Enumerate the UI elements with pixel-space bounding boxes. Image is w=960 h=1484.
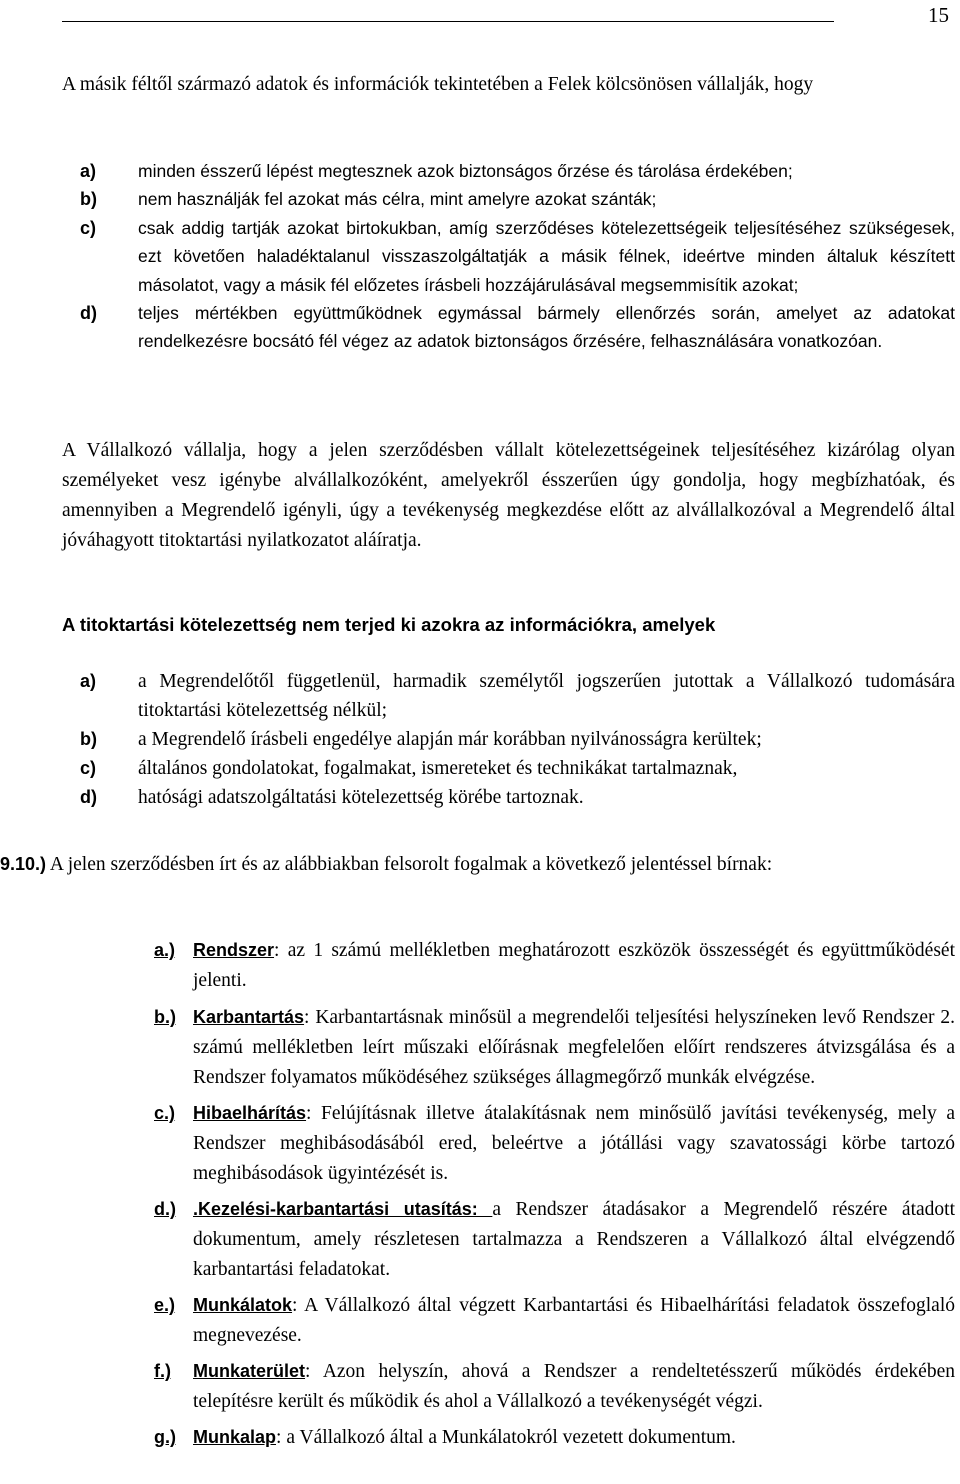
exceptions-heading: A titoktartási kötelezettség nem terjed ki azokra az információkra, amelyek xyxy=(62,614,716,635)
definition-item xyxy=(154,1098,955,1189)
list-item-text: a Megrendelőtől függetlenül, harmadik személytől jogszerűen jutottak a Vállalkozó tudomására titoktartási kötelezettség nélkül; xyxy=(138,671,955,721)
definition-term: Hibaelhárítás xyxy=(193,1103,307,1123)
definition-marker: c.) xyxy=(154,1103,176,1123)
list-marker: a) xyxy=(80,161,97,181)
section-text: A jelen szerződésben írt és az alábbiakban felsorolt fogalmak a következő jelentéssel bírnak: xyxy=(46,854,773,875)
list-item-text: általános gondolatokat, fogalmakat, ismereteket és technikákat tartalmaznak, xyxy=(138,758,738,779)
list-item xyxy=(62,214,955,299)
definitions-list xyxy=(154,935,955,1453)
definition-marker: d.) xyxy=(154,1199,176,1219)
list-item xyxy=(62,754,955,783)
list-item-text: teljes mértékben együttműködnek egymással bármely ellenőrzés során, amelyet az adatokat rendelkezésre bocsátó fél végez az adatok biztonságos őrzésére, felhasználására vonatkozóan. xyxy=(138,303,955,352)
list-marker: d) xyxy=(80,787,97,807)
definition-item xyxy=(154,935,955,996)
definition-item xyxy=(154,1002,955,1093)
list-marker: c) xyxy=(80,217,97,238)
list-item xyxy=(62,299,955,356)
definition-text: a Rendszer átadásakor a Megrendelő részére átadott dokumentum, amely részletesen tartalmazza a Rendszeren a Vállalkozó által elvégzendő karbantartási feladatokat. xyxy=(193,1199,955,1280)
definition-text: Azon helyszín, ahová a Rendszer a rendeltetésszerű működés érdekében telepítésre került és működik és ahol a Vállalkozó a tevékenységét végzi. xyxy=(193,1361,955,1412)
list-marker: b) xyxy=(80,189,97,210)
header-rule xyxy=(62,21,834,22)
list-marker: d) xyxy=(80,303,97,324)
definition-term: Munkalap xyxy=(193,1427,277,1447)
definition-term: Munkaterület xyxy=(193,1361,306,1381)
definition-separator: : xyxy=(276,1427,282,1448)
list-item xyxy=(62,783,955,812)
definition-text: az 1 számú mellékletben meghatározott eszközök összességét és együttműködését jelenti. xyxy=(193,940,955,991)
list-item-text: minden ésszerű lépést megtesznek azok biztonságos őrzése és tárolása érdekében; xyxy=(138,161,793,181)
list-item-text: nem használják fel azokat más célra, mint amelyre azokat szánták; xyxy=(138,189,657,210)
section-number: 9.10.) xyxy=(0,854,47,874)
definition-marker: g.) xyxy=(154,1427,176,1447)
page-number: 15 xyxy=(928,3,949,27)
definition-marker: a.) xyxy=(154,940,176,960)
list-marker: a) xyxy=(80,671,97,691)
definition-marker: b.) xyxy=(154,1007,176,1027)
definition-item xyxy=(154,1290,955,1351)
intro-paragraph: A másik féltől származó adatok és információk tekintetében a Felek kölcsönösen vállalják, hogy xyxy=(62,74,814,95)
exceptions-list xyxy=(62,667,955,812)
definition-text: a Vállalkozó által a Munkálatokról vezetett dokumentum. xyxy=(281,1427,736,1448)
list-item xyxy=(62,157,955,185)
list-marker: b) xyxy=(80,729,97,749)
obligations-list xyxy=(62,157,955,356)
definition-item xyxy=(154,1356,955,1417)
definition-term: Rendszer xyxy=(193,940,275,960)
definition-term: .Kezelési-karbantartási utasítás: xyxy=(193,1199,493,1219)
definition-text: Felújításnak illetve átalakításnak nem minősülő javítási tevékenység, mely a Rendszer meghibásodásából ered, beleértve a jótállási vagy szavatossági körbe tartozó meghibásodások ügyintézését is. xyxy=(193,1103,955,1184)
definition-separator: : xyxy=(274,940,280,961)
definition-separator: : xyxy=(305,1361,311,1382)
definition-item xyxy=(154,1422,955,1453)
definition-term: Munkálatok xyxy=(193,1295,293,1315)
list-item-text: csak addig tartják azokat birtokukban, amíg szerződéses kötelezettségeik teljesítéséhez szükségesek, ezt követően haladéktalanul visszaszolgáltatják a másik félnek, ideértve minden általuk készített másolatot, vagy a másik fél előzetes írásbeli hozzájárulásával megsemmisítik azokat; xyxy=(138,217,955,295)
list-item xyxy=(62,667,955,725)
definition-item xyxy=(154,1194,955,1285)
definition-separator: : xyxy=(306,1103,312,1124)
definition-marker: e.) xyxy=(154,1295,176,1315)
definition-separator: : xyxy=(292,1295,298,1316)
list-item xyxy=(62,185,955,213)
list-marker: c) xyxy=(80,758,97,778)
definition-text: A Vállalkozó által végzett Karbantartási és Hibaelhárítási feladatok összefoglaló megnevezése. xyxy=(193,1295,955,1346)
section-9-10 xyxy=(0,849,955,880)
list-item-text: hatósági adatszolgáltatási kötelezettség körébe tartoznak. xyxy=(138,787,584,808)
list-item-text: a Megrendelő írásbeli engedélye alapján már korábban nyilvánosságra kerültek; xyxy=(138,729,762,750)
list-item xyxy=(62,725,955,754)
definition-marker: f.) xyxy=(154,1361,171,1381)
definition-text: Karbantartásnak minősül a megrendelői teljesítési helyszíneken levő Rendszer 2. számú mellékletben leírt műszaki előírásnak megfelelően előírt rendszeres átvizsgálása és a Rendszer folyamatos működéséhez szükséges állagmegőrző munkák elvégzése. xyxy=(193,1007,955,1088)
subcontractor-paragraph: A Vállalkozó vállalja, hogy a jelen szerződésben vállalt kötelezettségeinek teljesítéséhez kizárólag olyan személyeket vesz igénybe alvállalkozóként, amelyekről ésszerűen úgy gondolja, hogy megbízhatóak, és amennyiben a Megrendelő igényli, úgy a tevékenység megkezdése előtt az alvállalkozóval a Megrendelő által jóváhagyott titoktartási nyilatkozatot aláíratja. xyxy=(62,440,955,551)
definition-term: Karbantartás xyxy=(193,1007,305,1027)
definition-separator: : xyxy=(304,1007,310,1028)
